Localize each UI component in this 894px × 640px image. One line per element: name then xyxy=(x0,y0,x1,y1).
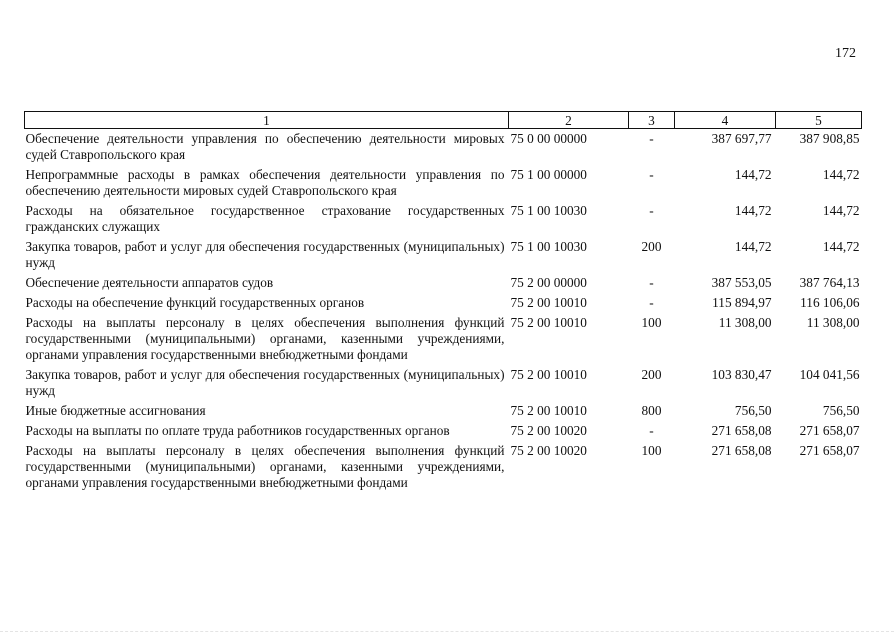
row-name: Иные бюджетные ассигнования xyxy=(25,403,206,418)
row-value-5: 11 308,00 xyxy=(806,315,860,330)
row-code: 75 2 00 10010 xyxy=(510,367,587,382)
header-row xyxy=(25,112,862,129)
table-row xyxy=(25,273,862,293)
row-value-5: 144,72 xyxy=(822,239,860,254)
row-kind: 100 xyxy=(641,443,662,458)
row-name: Обеспечение деятельности управления по обеспечению деятельности мировых судей Ставропольского края xyxy=(25,131,505,162)
column-header-3: 3 xyxy=(629,112,675,129)
row-code: 75 1 00 00000 xyxy=(510,167,587,182)
column-header-5: 5 xyxy=(776,112,862,129)
row-kind: - xyxy=(649,295,654,310)
row-name: Расходы на выплаты по оплате труда работников государственных органов xyxy=(25,423,450,438)
row-value-4: 115 894,97 xyxy=(712,295,772,310)
table-row xyxy=(25,293,862,313)
row-name: Расходы на выплаты персоналу в целях обеспечения выполнения функций государственными (муниципальными) органами, казенными учреждениями, органами управления государственными внебюджетными фондами xyxy=(25,315,505,362)
scan-noise-line xyxy=(0,631,894,632)
table-row xyxy=(25,201,862,237)
row-value-4: 756,50 xyxy=(734,403,772,418)
row-kind: - xyxy=(649,275,654,290)
row-name: Расходы на обязательное государственное страхование государственных гражданских служащих xyxy=(25,203,505,234)
row-value-5: 756,50 xyxy=(822,403,860,418)
row-value-5: 116 106,06 xyxy=(800,295,860,310)
row-kind: - xyxy=(649,203,654,218)
row-kind: - xyxy=(649,423,654,438)
row-code: 75 2 00 00000 xyxy=(510,275,587,290)
row-name: Непрограммные расходы в рамках обеспечения деятельности управления по обеспечению деятельности мировых судей Ставропольского края xyxy=(25,167,505,198)
row-code: 75 0 00 00000 xyxy=(510,131,587,146)
row-kind: 200 xyxy=(641,239,662,254)
row-value-4: 387 553,05 xyxy=(711,275,772,290)
row-value-4: 103 830,47 xyxy=(711,367,772,382)
column-header-2: 2 xyxy=(509,112,629,129)
table-row xyxy=(25,165,862,201)
row-value-4: 144,72 xyxy=(734,167,772,182)
row-name: Обеспечение деятельности аппаратов судов xyxy=(25,275,274,290)
row-name: Закупка товаров, работ и услуг для обеспечения государственных (муниципальных) нужд xyxy=(25,239,505,270)
budget-table xyxy=(24,111,862,493)
row-code: 75 2 00 10010 xyxy=(510,315,587,330)
row-kind: - xyxy=(649,131,654,146)
row-value-5: 387 764,13 xyxy=(799,275,860,290)
column-header-1: 1 xyxy=(25,112,509,129)
row-kind: 200 xyxy=(641,367,662,382)
row-value-4: 11 308,00 xyxy=(718,315,772,330)
row-name: Расходы на обеспечение функций государственных органов xyxy=(25,295,365,310)
row-kind: 100 xyxy=(641,315,662,330)
row-value-4: 271 658,08 xyxy=(711,443,772,458)
row-code: 75 2 00 10020 xyxy=(510,423,587,438)
row-code: 75 1 00 10030 xyxy=(510,239,587,254)
table-row xyxy=(25,401,862,421)
row-code: 75 2 00 10020 xyxy=(510,443,587,458)
table-row xyxy=(25,365,862,401)
row-name: Расходы на выплаты персоналу в целях обеспечения выполнения функций государственными (муниципальными) органами, казенными учреждениями, органами управления государственными внебюджетными фондами xyxy=(25,443,505,490)
row-value-4: 144,72 xyxy=(734,239,772,254)
row-code: 75 1 00 10030 xyxy=(510,203,587,218)
row-value-5: 144,72 xyxy=(822,167,860,182)
row-value-4: 271 658,08 xyxy=(711,423,772,438)
row-value-5: 271 658,07 xyxy=(799,423,860,438)
row-value-5: 387 908,85 xyxy=(799,131,860,146)
row-value-5: 271 658,07 xyxy=(799,443,860,458)
row-value-4: 387 697,77 xyxy=(711,131,772,146)
row-kind: - xyxy=(649,167,654,182)
row-code: 75 2 00 10010 xyxy=(510,403,587,418)
table-row xyxy=(25,441,862,493)
row-name: Закупка товаров, работ и услуг для обеспечения государственных (муниципальных) нужд xyxy=(25,367,505,398)
table-row xyxy=(25,421,862,441)
row-value-4: 144,72 xyxy=(734,203,772,218)
table-row xyxy=(25,129,862,166)
page-number: 172 xyxy=(835,46,856,61)
table-row xyxy=(25,313,862,365)
column-header-4: 4 xyxy=(675,112,776,129)
row-value-5: 144,72 xyxy=(822,203,860,218)
row-value-5: 104 041,56 xyxy=(799,367,860,382)
row-kind: 800 xyxy=(641,403,662,418)
table-row xyxy=(25,237,862,273)
row-code: 75 2 00 10010 xyxy=(510,295,587,310)
